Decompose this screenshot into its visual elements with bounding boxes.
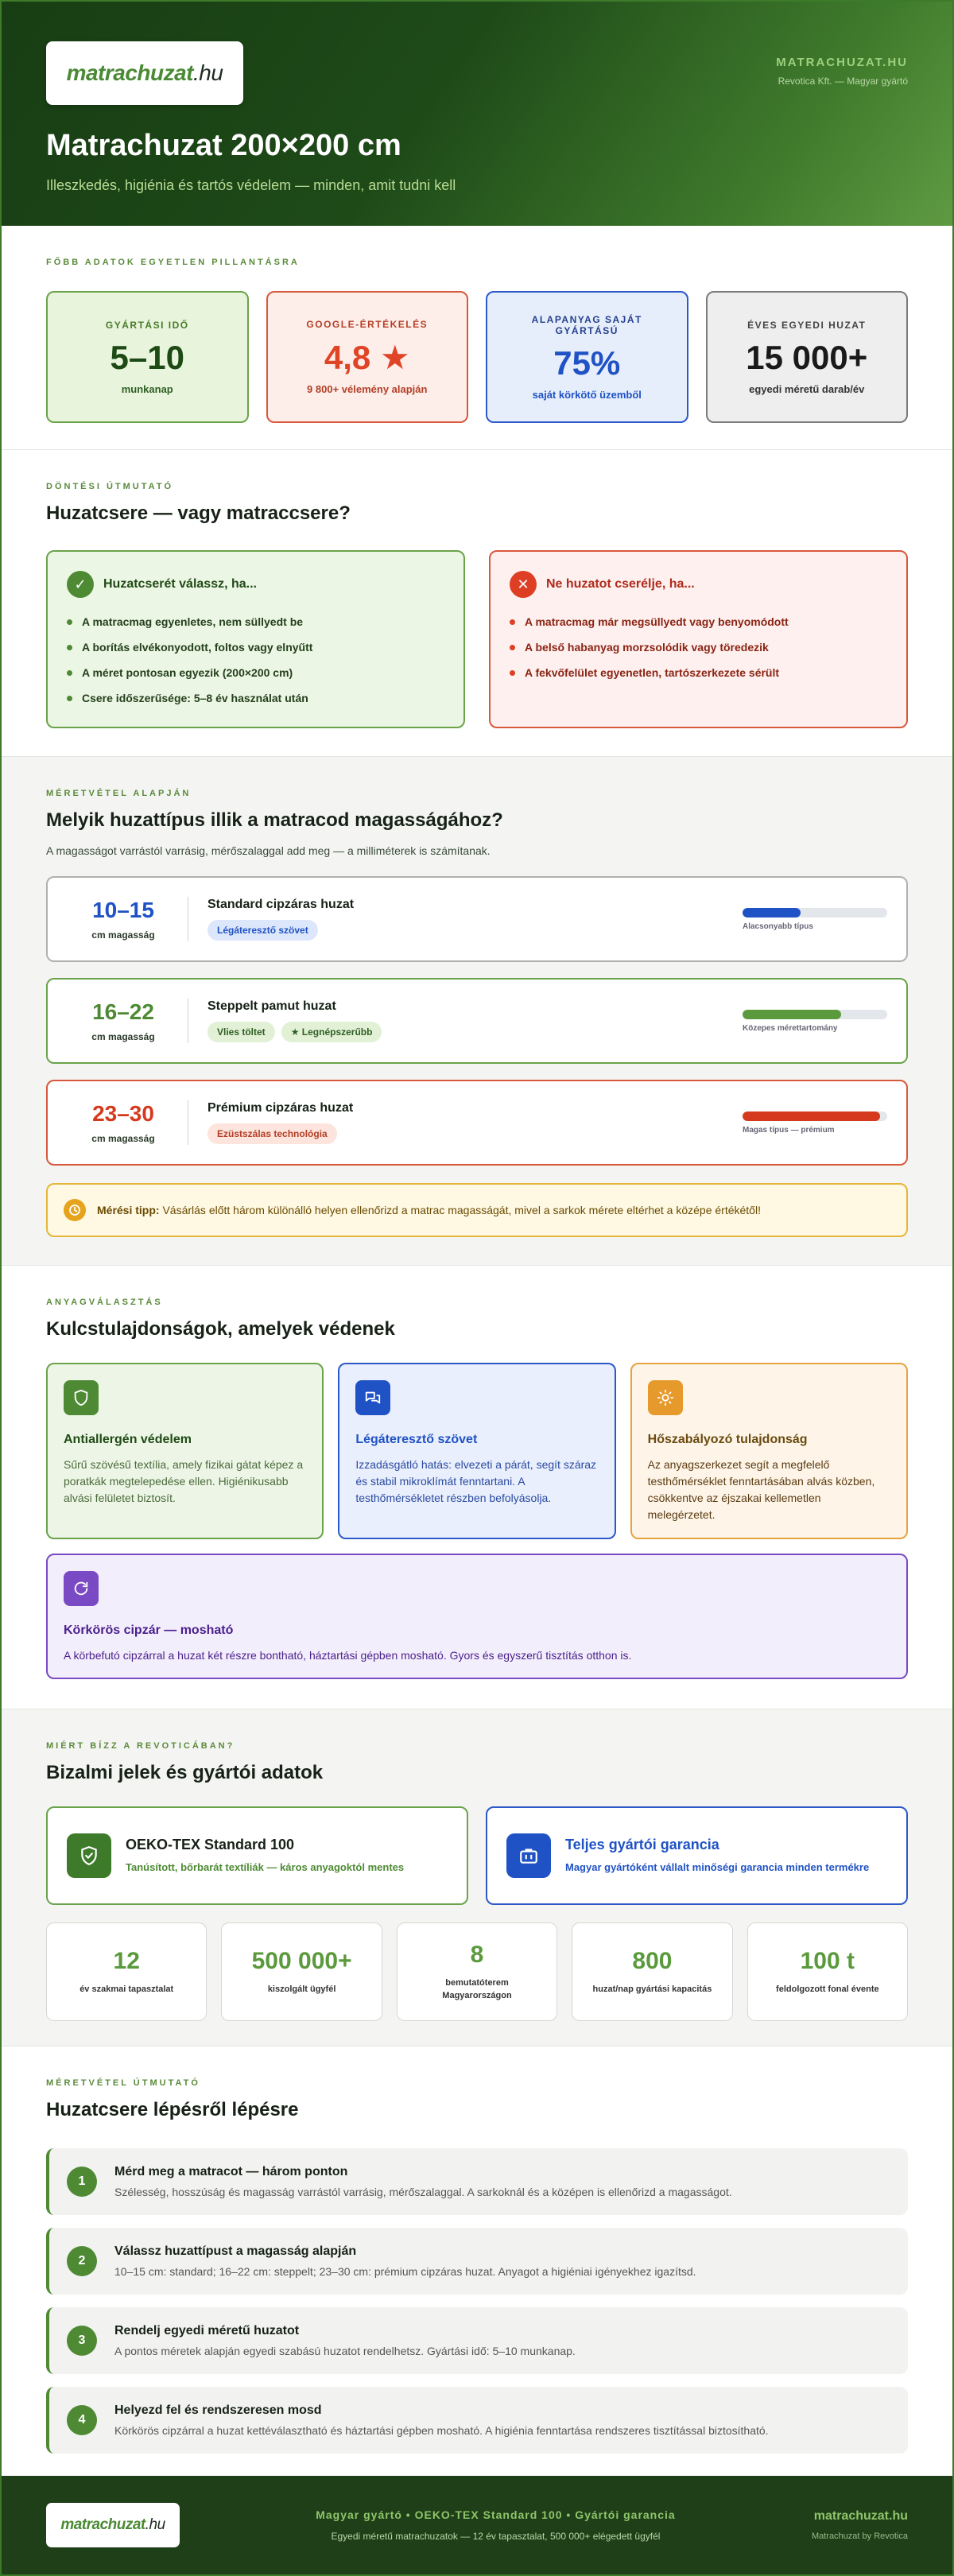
- feature-tag: Légáteresztő szövet: [207, 920, 318, 941]
- stat-sub: egyedi méretű darab/év: [749, 382, 865, 395]
- steps-section: [2, 2046, 952, 2479]
- briefcase-icon: [506, 1833, 551, 1878]
- brand-name: MATRACHUZAT.HU: [776, 56, 908, 69]
- card-heading: Huzatcserét válassz, ha...: [103, 577, 257, 591]
- section-lead: A magasságot varrástól varrásig, mérőszalaggal add meg — a milliméterek is számítanak.: [46, 844, 491, 857]
- refresh-icon: [64, 1571, 99, 1606]
- footer-tagline: Magyar gyártó • OEKO-TEX Standard 100 • Gyártói garancia: [316, 2508, 676, 2521]
- metric-value: 800: [632, 1948, 673, 1974]
- stat-card-production-time: [46, 291, 249, 423]
- stat-card-yearly-covers: [706, 291, 909, 423]
- feature-tag: Ezüstszálas technológia: [207, 1123, 337, 1144]
- stats-section: [2, 226, 952, 450]
- stat-value: 75%: [553, 343, 621, 382]
- metric-value: 500 000+: [251, 1948, 352, 1974]
- metric-years: [46, 1922, 207, 2021]
- stat-title: GYÁRTÁSI IDŐ: [105, 319, 189, 331]
- size-level-bar: [743, 1010, 887, 1033]
- size-range: 23–30: [92, 1101, 154, 1126]
- stat-card-own-material: [486, 291, 688, 423]
- step-title: Rendelj egyedi méretű huzatot: [114, 2324, 300, 2337]
- page-footer: [2, 2476, 952, 2574]
- feature-desc: Izzadásgátló hatás: elvezeti a párát, segít száraz és stabil mikroklímát fenntartani. A testhőmérsékletet részben befolyásolja.: [355, 1458, 597, 1504]
- company-name: Revotica Kft. — Magyar gyártó: [778, 76, 908, 87]
- cover-type-name: Steppelt pamut huzat: [207, 999, 336, 1013]
- step-item: [46, 2228, 908, 2295]
- step-item: [46, 2307, 908, 2374]
- metric-showrooms: [397, 1922, 557, 2021]
- guarantee-card: [486, 1806, 908, 1905]
- logo-text: matrachuzat.hu: [66, 60, 223, 85]
- shield-check-icon: [67, 1833, 111, 1878]
- page-title: Matrachuzat 200×200 cm: [46, 129, 401, 162]
- list-item: A borítás elvékonyodott, foltos vagy elnyűtt: [67, 641, 444, 654]
- size-unit: cm magasság: [91, 929, 155, 941]
- feature-card-zipper: [46, 1554, 908, 1679]
- metric-value: 12: [113, 1948, 140, 1974]
- feature-desc: Az anyagszerkezet segít a megfelelő testhőmérséklet fenntartásában alvás közben, csökkentve az éjszakai kellemetlen melegérzetet.: [647, 1458, 875, 1521]
- stat-title: ÉVES EGYEDI HUZAT: [747, 319, 867, 331]
- feature-desc: A körbefutó cipzárral a huzat két részre bontható, háztartási gépben mosható. Gyors és egyszerű tisztítás otthon is.: [64, 1649, 632, 1662]
- feature-title: Hőszabályozó tulajdonság: [647, 1433, 808, 1446]
- footer-desc: Egyedi méretű matrachuzatok — 12 év tapasztalat, 500 000+ elégedett ügyfél: [331, 2531, 661, 2542]
- trust-desc: Magyar gyártóként vállalt minőségi garancia minden termékre: [565, 1860, 870, 1873]
- feature-title: Körkörös cipzár — mosható: [64, 1624, 234, 1637]
- size-unit: cm magasság: [91, 1031, 155, 1042]
- footer-byline: Matrachuzat by Revotica: [811, 2531, 908, 2541]
- trust-section: [2, 1709, 952, 2046]
- choose-cover-card: [46, 550, 465, 728]
- chat-bubbles-icon: [355, 1380, 390, 1415]
- step-title: Mérd meg a matracot — három ponton: [114, 2165, 348, 2178]
- metric-label: huzat/nap gyártási kapacitás: [592, 1984, 712, 1994]
- step-desc: A pontos méretek alapján egyedi szabású huzatot rendelhetsz. Gyártási idő: 5–10 munkanap.: [114, 2345, 576, 2357]
- feature-title: Antiallergén védelem: [64, 1433, 192, 1446]
- page-header: [2, 2, 952, 226]
- stat-sub: 9 800+ vélemény alapján: [307, 383, 428, 395]
- tip-text: Vásárlás előtt három különálló helyen ellenőrizd a matrac magasságát, mivel a sarkok mérete eltérhet a középe értékétől!: [159, 1204, 761, 1216]
- stat-sub: saját körkötő üzemből: [532, 388, 642, 401]
- card-heading: Ne huzatot cserélje, ha...: [546, 577, 695, 591]
- section-title: Melyik huzattípus illik a matracod magasságához?: [46, 809, 503, 831]
- metric-customers: [221, 1922, 382, 2021]
- clock-icon: [64, 1199, 86, 1221]
- step-number: 2: [67, 2246, 97, 2276]
- feature-tag: Vlies töltet: [207, 1022, 275, 1042]
- stat-value: 5–10: [110, 338, 184, 376]
- measuring-tip: [46, 1183, 908, 1237]
- step-desc: Szélesség, hosszúság és magasság varrástól varrásig, mérőszalaggal. A sarkoknál és a középen is ellenőrizd a magasságot.: [114, 2186, 732, 2198]
- step-title: Helyezd fel és rendszeresen mosd: [114, 2403, 322, 2417]
- trust-desc: Tanúsított, bőrbarát textíliák — káros anyagoktól mentes: [126, 1860, 405, 1873]
- step-title: Válassz huzattípust a magasság alapján: [114, 2244, 357, 2258]
- stat-card-google-rating: [266, 291, 469, 423]
- list-item: A belső habanyag morzsolódik vagy töredezik: [510, 641, 887, 654]
- metric-capacity: [572, 1922, 732, 2021]
- features-section: [2, 1266, 952, 1709]
- size-level-label: Magas típus — prémium: [743, 1125, 835, 1135]
- metric-value: 8: [470, 1942, 484, 1968]
- footer-site-link[interactable]: matrachuzat.hu: [813, 2509, 908, 2523]
- size-level-fill: [743, 1111, 880, 1121]
- stat-value: 15 000+: [746, 338, 868, 376]
- list-item: A fekvőfelület egyenetlen, tartószerkezete sérült: [510, 666, 887, 679]
- step-number: 3: [67, 2326, 97, 2356]
- feature-card-breathable: [338, 1363, 615, 1539]
- size-level-bar: [743, 908, 887, 931]
- metric-label: kiszolgált ügyfél: [267, 1984, 336, 1994]
- stat-value: 4,8 ★: [324, 339, 410, 376]
- dont-choose-cover-card: [489, 550, 908, 728]
- size-unit: cm magasság: [91, 1133, 155, 1144]
- list-item: A matracmag már megsüllyedt vagy benyomódott: [510, 615, 887, 628]
- stat-sub: munkanap: [121, 382, 173, 395]
- size-level-fill: [743, 1010, 841, 1019]
- decision-section: [2, 450, 952, 757]
- step-item: [46, 2148, 908, 2215]
- oekotex-card: [46, 1806, 468, 1905]
- trust-title: Teljes gyártói garancia: [565, 1836, 719, 1852]
- section-kicker: MÉRETVÉTEL ÚTMUTATÓ: [46, 2078, 200, 2088]
- metric-yarn: [747, 1922, 908, 2021]
- size-row-quilted[interactable]: [46, 978, 908, 1064]
- feature-card-antiallergen: [46, 1363, 324, 1539]
- cover-type-name: Prémium cipzáras huzat: [207, 1101, 354, 1115]
- metric-value: 100 t: [800, 1948, 855, 1974]
- metric-label: feldolgozott fonal évente: [776, 1984, 879, 1994]
- list-item: A méret pontosan egyezik (200×200 cm): [67, 666, 444, 679]
- sun-icon: [648, 1380, 683, 1415]
- section-kicker: FŐBB ADATOK EGYETLEN PILLANTÁSRA: [46, 258, 300, 267]
- section-title: Huzatcsere — vagy matraccsere?: [46, 502, 351, 524]
- page-subtitle: Illeszkedés, higiénia és tartós védelem — minden, amit tudni kell: [46, 177, 456, 193]
- step-item: [46, 2387, 908, 2454]
- size-level-label: Közepes mérettartomány: [743, 1023, 838, 1033]
- size-row-standard[interactable]: [46, 876, 908, 962]
- feature-desc: Sűrű szövésű textília, amely fizikai gátat képez a poratkák megtelepedése ellen. Higiénikusabb alvási felületet biztosít.: [64, 1458, 304, 1504]
- size-level-fill: [743, 908, 801, 918]
- list-item: Csere időszerűsége: 5–8 év használat után: [67, 692, 444, 704]
- stat-title: ALAPANYAG SAJÁT GYÁRTÁSÚ: [531, 313, 642, 336]
- cover-type-name: Standard cipzáras huzat: [207, 898, 355, 911]
- shield-icon: [64, 1380, 99, 1415]
- check-icon: ✓: [67, 571, 94, 598]
- step-desc: Körkörös cipzárral a huzat kettéválasztható és háztartási gépben mosható. A higiénia fenntartása rendszeres tisztítással biztosítható.: [114, 2424, 769, 2437]
- section-title: Kulcstulajdonságok, amelyek védenek: [46, 1318, 395, 1340]
- list-item: A matracmag egyenletes, nem süllyedt be: [67, 615, 444, 628]
- logo-text: matrachuzat.hu: [60, 2516, 165, 2533]
- step-number: 1: [67, 2167, 97, 2197]
- section-kicker: DÖNTÉSI ÚTMUTATÓ: [46, 482, 174, 491]
- size-level-label: Alacsonyabb típus: [743, 921, 813, 931]
- trust-title: OEKO-TEX Standard 100: [126, 1836, 295, 1852]
- feature-title: Légáteresztő szövet: [355, 1433, 478, 1446]
- stat-title: GOOGLE-ÉRTÉKELÉS: [306, 319, 429, 330]
- size-range: 16–22: [92, 999, 154, 1024]
- section-title: Bizalmi jelek és gyártói adatok: [46, 1762, 324, 1783]
- sizes-section: [2, 757, 952, 1266]
- section-kicker: ANYAGVÁLASZTÁS: [46, 1298, 163, 1307]
- metric-label: bemutatóterem Magyarországon: [442, 1978, 512, 2000]
- step-number: 4: [67, 2405, 97, 2435]
- size-level-bar: [743, 1111, 887, 1135]
- section-title: Huzatcsere lépésről lépésre: [46, 2099, 299, 2120]
- step-desc: 10–15 cm: standard; 16–22 cm: steppelt; 23–30 cm: prémium cipzáras huzat. Anyagot a higiéniai igényekhez igazítsd.: [114, 2265, 696, 2278]
- header-brand: [776, 56, 908, 87]
- section-kicker: MÉRETVÉTEL ALAPJÁN: [46, 789, 192, 798]
- size-row-premium[interactable]: [46, 1080, 908, 1166]
- footer-logo[interactable]: [46, 2503, 180, 2547]
- size-range: 10–15: [92, 898, 154, 922]
- popular-badge: ★ Legnépszerűbb: [281, 1022, 382, 1042]
- section-kicker: MIÉRT BÍZZ A REVOTICÁBAN?: [46, 1741, 235, 1751]
- metric-label: év szakmai tapasztalat: [80, 1984, 174, 1994]
- feature-card-thermo: [630, 1363, 908, 1539]
- close-icon: ✕: [510, 571, 537, 598]
- tip-label: Mérési tipp:: [97, 1204, 160, 1216]
